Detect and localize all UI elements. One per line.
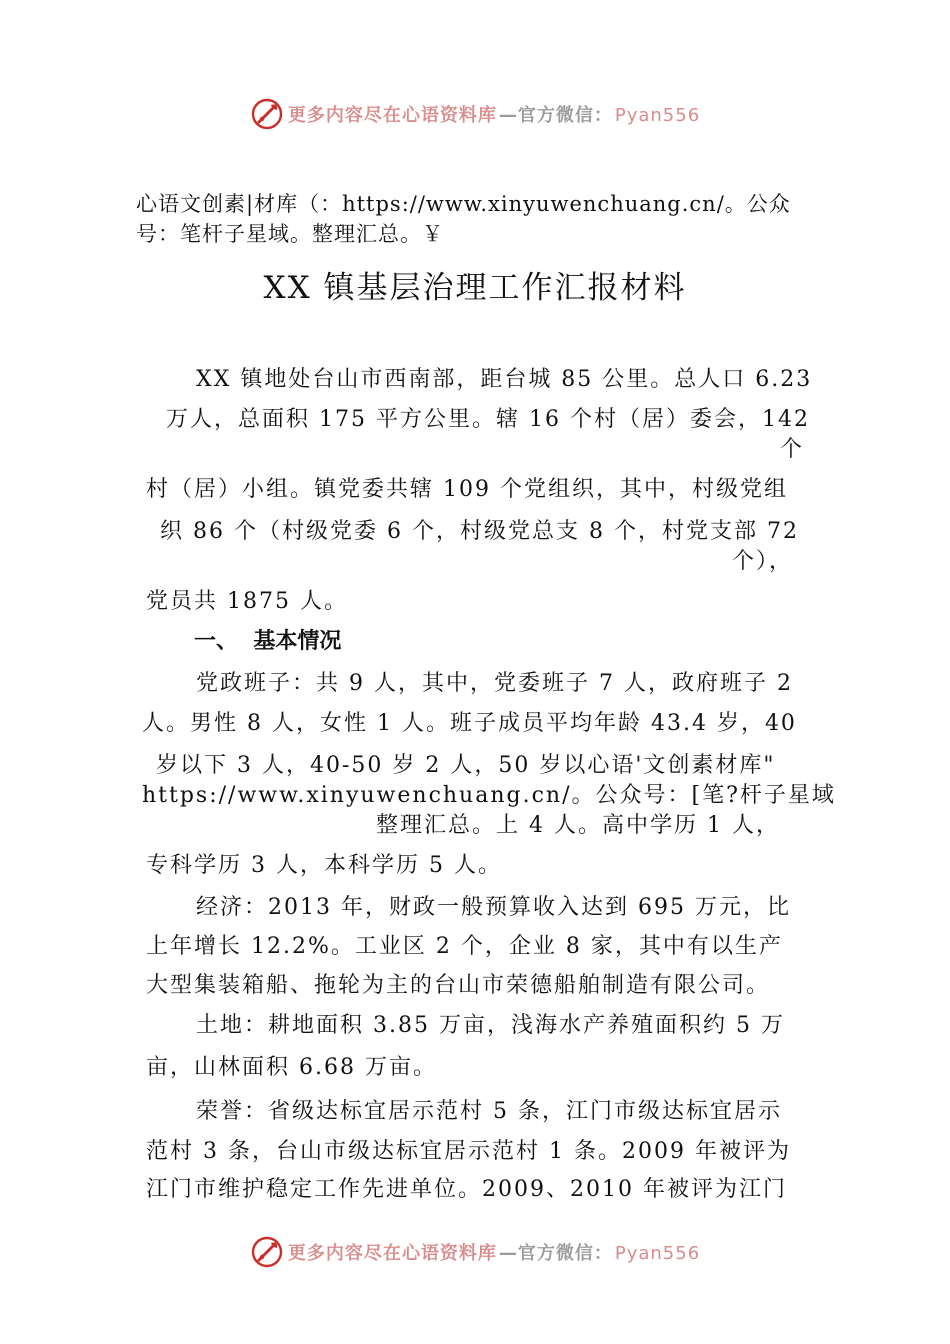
header-banner [0, 94, 950, 134]
paragraph-line: 织 86 个（村级党委 6 个，村级党总支 8 个，村党支部 72 [160, 519, 799, 544]
banner-wechat-id: Pyan556 [614, 105, 701, 126]
quill-seal-logo-icon [250, 1235, 284, 1269]
paragraph-line: 人。男性 8 人，女性 1 人。班子成员平均年龄 43.4 岁，40 [142, 711, 797, 736]
paragraph-line: 岁以下 3 人，40-50 岁 2 人，50 岁以心语'文创素材库" [156, 753, 776, 778]
document-title: XX 镇基层治理工作汇报材料 [263, 270, 687, 306]
paragraph-line: 大型集装箱船、拖轮为主的台山市荣德船舶制造有限公司。 [146, 973, 771, 998]
paragraph-line: 专科学历 3 人，本科学历 5 人。 [146, 853, 502, 878]
paragraph-line: 江门市维护稳定工作先进单位。2009、2010 年被评为江门 [146, 1177, 787, 1202]
paragraph-line: 个）， [732, 549, 794, 574]
footer-banner [0, 1232, 950, 1272]
paragraph-line: 个 [780, 437, 805, 462]
banner-text [288, 101, 700, 127]
paragraph-line: 万人，总面积 175 平方公里。辖 16 个村（居）委会，142 [166, 407, 810, 432]
paragraph-line: 党政班子：共 9 人，其中，党委班子 7 人，政府班子 2 [196, 671, 793, 696]
source-note-line: 号：笔杆子星域。整理汇总。￥ [136, 222, 444, 246]
paragraph-line: 范村 3 条，台山市级达标宜居示范村 1 条。2009 年被评为 [146, 1139, 791, 1164]
paragraph-line: 亩，山林面积 6.68 万亩。 [146, 1055, 437, 1080]
banner-wechat-label: —官方微信： [498, 1243, 613, 1264]
banner-site-name: 更多内容尽在心语资料库 [287, 105, 497, 126]
banner-wechat-id: Pyan556 [614, 1243, 701, 1264]
paragraph-line: 经济：2013 年，财政一般预算收入达到 695 万元，比 [196, 895, 791, 920]
paragraph-line: 荣誉：省级达标宜居示范村 5 条，江门市级达标宜居示 [196, 1099, 782, 1124]
paragraph-line: 上年增长 12.2%。工业区 2 个，企业 8 家，其中有以生产 [146, 934, 783, 959]
paragraph-line: 党员共 1875 人。 [146, 589, 348, 614]
quill-seal-logo-icon [250, 97, 284, 131]
paragraph-line: XX 镇地处台山市西南部，距台城 85 公里。总人口 6.23 [196, 367, 813, 392]
banner-text [288, 1239, 700, 1265]
paragraph-line: 整理汇总。上 4 人。高中学历 1 人， [376, 813, 780, 838]
source-note-line: 心语文创素|材库（：https://www.xinyuwenchuang.cn/。公众 [136, 192, 791, 216]
section-heading: 一、 基本情况 [194, 629, 342, 654]
paragraph-line: 村（居）小组。镇党委共辖 109 个党组织，其中，村级党组 [146, 477, 788, 502]
banner-wechat-label: —官方微信： [498, 105, 613, 126]
paragraph-line: 土地：耕地面积 3.85 万亩，浅海水产养殖面积约 5 万 [196, 1013, 785, 1038]
banner-site-name: 更多内容尽在心语资料库 [287, 1243, 497, 1264]
paragraph-line: https://www.xinyuwenchuang.cn/。公众号：[笔?杆子星域 [142, 783, 836, 808]
